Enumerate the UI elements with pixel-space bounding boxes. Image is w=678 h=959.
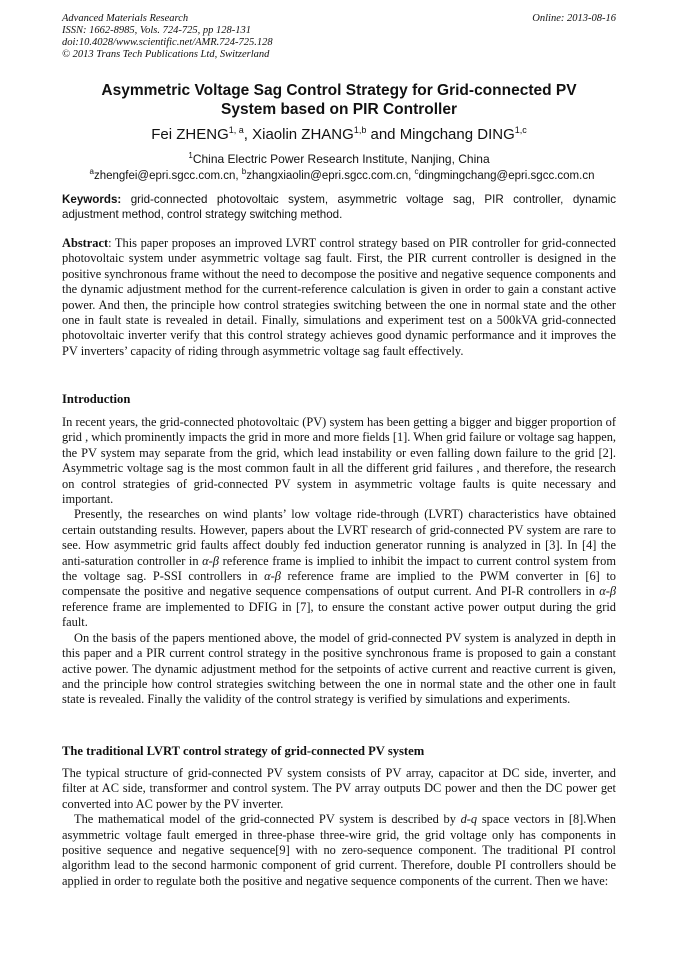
author-1-affil: 1, a [228, 125, 244, 135]
intro-p2-part-2: reference frame is implied to inhibit the impact to current control system from the voltage sag. P-SSI controllers in [62, 553, 616, 584]
trad-paragraph-1: The typical structure of grid-connected PV system consists of PV array, capacitor at DC side, inverter, and filter at AC side, transformer and control system. The PV array outputs DC power and then the DC power get converted into AC power by the PV inverter. [62, 766, 616, 811]
introduction-section [62, 415, 616, 708]
author-2: , Xiaolin ZHANG [243, 126, 354, 143]
intro-paragraph-2 [62, 507, 616, 630]
email-a-marker: a [89, 167, 94, 176]
author-2-affil: 1,b [353, 125, 367, 135]
author-list [62, 121, 616, 144]
journal-header [62, 13, 616, 61]
title-line-2: System based on PIR Controller [221, 101, 457, 118]
intro-p2-part-4: reference frame are implemented to DFIG in [7], to ensure the constant active power output during the grid fault. [62, 599, 616, 630]
email-b: zhangxiaolin@epri.sgcc.com.cn, [246, 169, 415, 182]
alpha-beta-symbol: α-β [264, 569, 281, 584]
abstract-label: Abstract [62, 236, 109, 250]
title-line-1: Asymmetric Voltage Sag Control Strategy for Grid-connected PV [101, 82, 577, 99]
journal-name: Advanced Materials Research [62, 13, 189, 24]
copyright-line: © 2013 Trans Tech Publications Ltd, Switzerland [62, 49, 270, 60]
keywords-text: grid-connected photovoltaic system, asymmetric voltage sag, PIR controller, dynamic adjustment method, control strategy switching method. [62, 193, 616, 221]
trad-p2-part-1: The mathematical model of the grid-connected PV system is described by [74, 812, 461, 827]
dq-symbol: d-q [460, 812, 478, 827]
intro-paragraph-3: On the basis of the papers mentioned above, the model of grid-connected PV system is analyzed in depth in this paper and a PIR current control strategy in the positive synchronous frame is proposed to gain a constant active power. The dynamic adjustment method for the setpoints of active current and reactive current is given, and the principle how control strategies switching between the one in normal state and the other one in fault state is revealed. Finally the validity of the control strategy is verified by simulations and experiments. [62, 630, 616, 707]
author-3-affil: 1,c [514, 125, 527, 135]
issn-line: ISSN: 1662-8985, Vols. 724-725, pp 128-131 [62, 25, 251, 36]
alpha-beta-symbol: α-β [202, 553, 219, 568]
traditional-lvrt-heading: The traditional LVRT control strategy of grid-connected PV system [62, 744, 425, 758]
traditional-lvrt-section [62, 766, 616, 889]
email-c-marker: c [414, 167, 419, 176]
email-c: dingmingchang@epri.sgcc.com.cn [418, 169, 595, 182]
abstract-text: : This paper proposes an improved LVRT control strategy based on PIR controller for grid-connected photovoltaic system under asymmetric voltage sag fault. First, the PIR current controller is designed in the positive synchronous frame without the need to decompose the positive and negative sequence components and the dynamic adjustment method for the current-reference calculation is given in order to gain a constant active power. And then, the principle how control strategies switching between the one in normal state and the other one in fault state is revealed in detail. Finally, simulations and experiment test on a 500kVA grid-connected photovoltaic inverter verify that this control strategy achieves good dynamic performance and it improves the PV inverters’ capacity of riding through asymmetric voltage sag fault effectively. [62, 236, 616, 358]
intro-paragraph-1: In recent years, the grid-connected photovoltaic (PV) system has been getting a bigger and bigger proportion of grid , which prominently impacts the grid in more and more fields [1]. When grid failure or voltage sag happen, the PV system may separate from the grid, which lead instability or even falling down failure to the grid [2]. Asymmetric voltage sag is the most common fault in all the different grid failures , and therefore, the research on control strategies of grid-connected PV system in asymmetric voltage faults is quite necessary and important. [62, 415, 616, 507]
introduction-heading: Introduction [62, 392, 131, 406]
trad-p2-part-2: space vectors in [8].When asymmetric voltage fault emerged in three-phase three-wire grid, the grid voltage only has components in positive sequence and negative sequence[9] with no zero-sequence component. The traditional PI control algorithm lead to the second harmonic component of grid current. Therefore, double PI controllers should be applied in order to regulate both the positive and negative sequence components of the current. Then we have: [62, 812, 616, 888]
author-3: and Mingchang DING [366, 126, 515, 143]
alpha-beta-symbol: α-β [599, 584, 616, 599]
trad-paragraph-2 [62, 812, 616, 889]
online-date: Online: 2013-08-16 [532, 13, 616, 24]
paper-title [62, 81, 616, 119]
email-b-marker: b [241, 167, 247, 176]
author-1: Fei ZHENG [151, 126, 229, 143]
affiliation-number: 1 [188, 151, 193, 160]
intro-p2-part-3: reference frame are implied to the PWM converter in [6] to compensate the positive and negative sequence compensations of output current. And PI-R controllers in [62, 569, 616, 599]
doi-line: doi:10.4028/www.scientific.net/AMR.724-725.128 [62, 37, 273, 48]
email-list [62, 164, 622, 184]
keywords-label: Keywords: [62, 193, 122, 206]
abstract [62, 236, 616, 359]
affiliation-text: China Electric Power Research Institute, Nanjing, China [192, 152, 490, 166]
intro-p2-part-1: Presently, the researches on wind plants’ low voltage ride-through (LVRT) characteristics have obtained certain outstanding results. However, papers about the LVRT research of grid-connected PV system are rare to see. How asymmetric grid faults affect doubly fed induction generator running is analyzed in [3]. In [4] the anti-saturation controller in [62, 507, 616, 568]
keywords [62, 192, 616, 222]
email-a: zhengfei@epri.sgcc.com.cn, [93, 169, 242, 182]
